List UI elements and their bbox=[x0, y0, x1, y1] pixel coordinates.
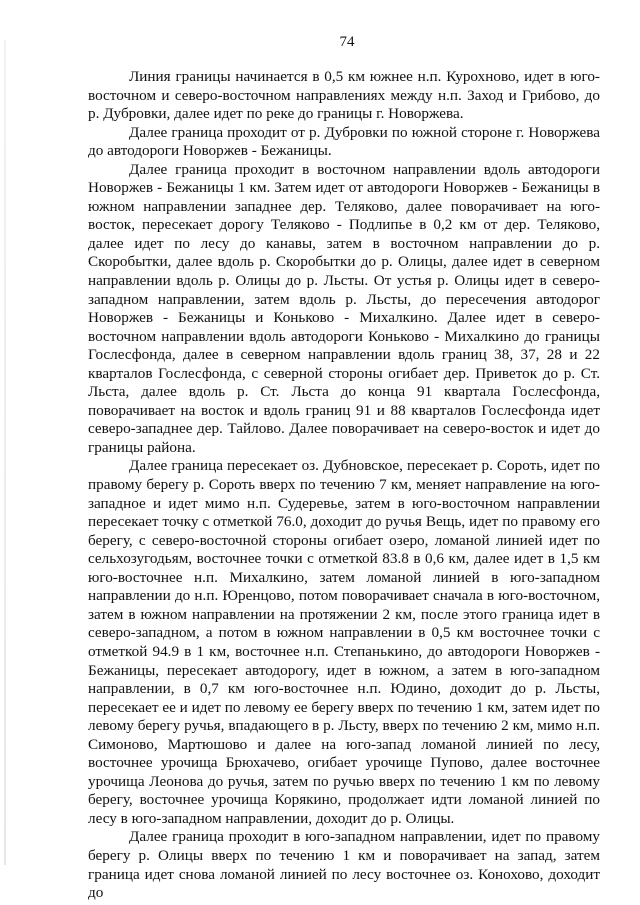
paragraph-3: Далее граница проходит в восточном направлении вдоль автодороги Новоржев - Бежаницы 1 км. Затем идет от автодороги Новоржев - Бежаницы в южном направлении западнее дер. Теляково, далее поворачивает на юго-восток, пересекает дорогу Теляково - Подлипье в 0,2 км от дер. Теляково, далее идет по лесу до канавы, затем в восточном направлении до р. Скоробытки, далее вдоль р. Скоробытки до р. Олицы, далее идет в северном направлении вдоль р. Олицы до р. Льсты. От устья р. Олицы идет в северо-западном направлении, затем вдоль р. Льсты, до пересечения автодорог Новоржев - Бежаницы и Коньково - Михалкино. Далее идет в северо-восточном направлении вдоль автодороги Коньково - Михалкино до границы Гослесфонда, далее в северном направлении вдоль границ 38, 37, 28 и 22 кварталов Гослесфонда, с северной стороны огибает дер. Приветок до р. Ст. Льста, далее вдоль р. Ст. Льста до конца 91 квартала Гослесфонда, поворачивает на восток и вдоль границ 91 и 88 кварталов Гослесфонда идет северо-западнее дер. Тайлово. Далее поворачивает на северо-восток и идет до границы района. bbox=[88, 160, 600, 456]
scan-edge-shadow bbox=[4, 40, 6, 865]
paragraph-4: Далее граница пересекает оз. Дубновское, пересекает р. Сороть, идет по правому берегу р. Сороть вверх по течению 7 км, меняет направление на юго-западное и идет мимо н.п. Судеревье, затем в юго-восточном направлении пересекает точку с отметкой 76.0, доходит до ручья Вещь, идет по правому его берегу, с северо-восточной стороны огибает озеро, ломаной линией идет по сельхозугодьям, восточнее точки с отметкой 83.8 в 0,6 км, далее идет в 1,5 км юго-восточнее н.п. Михалкино, затем ломаной линией в юго-западном направлении до н.п. Юренцово, потом поворачивает сначала в юго-восточном, затем в южном направлении на протяжении 2 км, после этого граница идет в северо-западном, а потом в южном направлении в 0,5 км восточнее точки с отметкой 94.9 в 1 км, восточнее н.п. Степанькино, до автодороги Новоржев - Бежаницы, пересекает автодорогу, идет в южном, а затем в юго-западном направлении, в 0,7 км юго-восточнее н.п. Юдино, доходит до р. Льсты, пересекает ее и идет по левому ее берегу вверх по течению 1 км, затем идет по левому берегу ручья, впадающего в р. Льсту, вверх по течению 2 км, мимо н.п. Симоново, Мартюшово и далее на юго-запад ломаной линией по лесу, восточнее урочища Брюхачево, огибает урочище Пупово, далее восточнее урочища Леонова до ручья, затем по ручью вверх по течению 1 км по левому берегу, восточнее урочища Корякино, продолжает идти ломаной линией по лесу в юго-западном направлении, доходит до р. Олицы. bbox=[88, 457, 600, 827]
page-number: 74 bbox=[339, 34, 355, 50]
paragraph-1: Линия границы начинается в 0,5 км южнее н.п. Курохново, идет в юго-восточном и северо-восточном направлениях между н.п. Заход и Грибово, до р. Дубровки, далее идет по реке до границы г. Новоржева. bbox=[88, 68, 600, 123]
paragraph-2: Далее граница проходит от р. Дубровки по южной стороне г. Новоржева до автодороги Новоржев - Бежаницы. bbox=[88, 123, 600, 160]
paragraph-5: Далее граница проходит в юго-западном направлении, идет по правому берегу р. Олицы вверх по течению 1 км и поворачивает на запад, затем граница идет снова ломаной линией по лесу восточнее оз. Конохово, доходит до bbox=[88, 828, 600, 902]
